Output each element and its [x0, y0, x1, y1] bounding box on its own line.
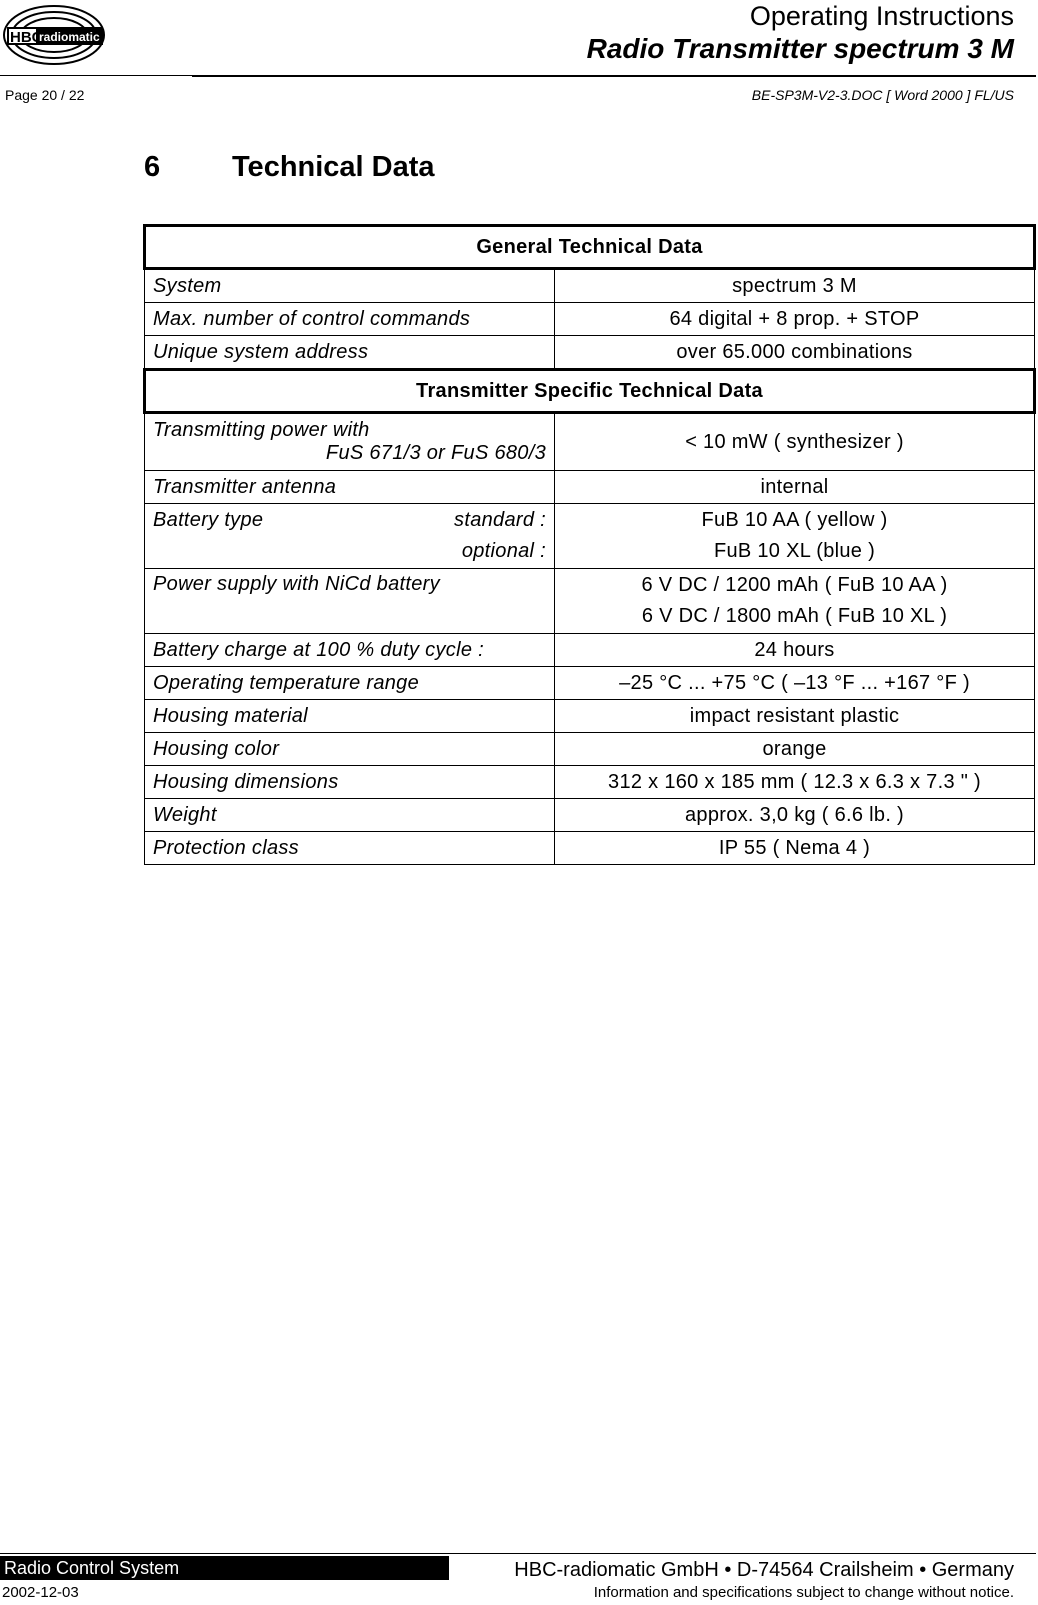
supply-label: Power supply with NiCd battery — [153, 573, 440, 595]
battery-standard-label: standard : — [454, 509, 546, 531]
row-label: Housing dimensions — [145, 766, 555, 799]
row-label: Housing material — [145, 700, 555, 733]
battery-label: Battery type — [153, 509, 264, 531]
footer-disclaimer: Information and specifications subject to change without notice. — [593, 1584, 1014, 1601]
battery-standard-value: FuB 10 AA ( yellow ) — [701, 509, 888, 531]
section-heading — [144, 151, 435, 184]
table-row — [145, 634, 1035, 667]
row-value — [555, 569, 1035, 634]
row-value: approx. 3,0 kg ( 6.6 lb. ) — [555, 799, 1035, 832]
row-label — [145, 413, 555, 471]
section-number: 6 — [144, 151, 161, 183]
table-row — [145, 766, 1035, 799]
row-label — [145, 569, 555, 634]
table-row — [145, 799, 1035, 832]
battery-standard-line — [153, 505, 546, 536]
header-subtitle: Radio Transmitter spectrum 3 M — [586, 33, 1014, 64]
page-number: Page 20 / 22 — [5, 87, 85, 103]
battery-optional-label: optional : — [461, 540, 546, 562]
table-row — [145, 832, 1035, 865]
row-value: –25 °C ... +75 °C ( –13 °F ... +167 °F ) — [555, 667, 1035, 700]
header-divider — [192, 75, 1036, 77]
table-row — [145, 413, 1035, 471]
power-label-line1: Transmitting power with — [153, 419, 370, 441]
row-value: orange — [555, 733, 1035, 766]
row-value: spectrum 3 M — [555, 269, 1035, 303]
footer-company: HBC-radiomatic GmbH • D-74564 Crailsheim • Germany — [514, 1559, 1014, 1581]
footer-divider — [0, 1553, 1036, 1554]
document-reference: BE-SP3M-V2-3.DOC [ Word 2000 ] FL/US — [751, 87, 1014, 103]
table-header-row — [145, 370, 1035, 413]
row-value: 312 x 160 x 185 mm ( 12.3 x 6.3 x 7.3 " ) — [555, 766, 1035, 799]
row-label: Max. number of control commands — [145, 303, 555, 336]
section-title: Technical Data — [232, 151, 435, 183]
row-value: < 10 mW ( synthesizer ) — [555, 413, 1035, 471]
table-row — [145, 336, 1035, 370]
row-label: Transmitter antenna — [145, 471, 555, 504]
row-label: Operating temperature range — [145, 667, 555, 700]
supply-value-2: 6 V DC / 1800 mAh ( FuB 10 XL ) — [641, 605, 948, 627]
technical-data-table — [143, 224, 1036, 865]
row-value: internal — [555, 471, 1035, 504]
table-row — [145, 303, 1035, 336]
header-divider-left — [0, 75, 192, 76]
table-row — [145, 569, 1035, 634]
supply-value-1: 6 V DC / 1200 mAh ( FuB 10 AA ) — [641, 574, 948, 596]
footer-date: 2002-12-03 — [2, 1584, 79, 1601]
row-value: impact resistant plastic — [555, 700, 1035, 733]
row-label — [145, 504, 555, 569]
footer-system-label: Radio Control System — [0, 1556, 449, 1580]
table-row — [145, 504, 1035, 569]
power-label-line2: FuS 671/3 or FuS 680/3 — [325, 442, 546, 464]
battery-optional-value: FuB 10 XL (blue ) — [713, 540, 876, 562]
row-value: 24 hours — [555, 634, 1035, 667]
table-row — [145, 700, 1035, 733]
svg-text:radiomatic: radiomatic — [39, 30, 100, 44]
row-value: IP 55 ( Nema 4 ) — [555, 832, 1035, 865]
row-value — [555, 504, 1035, 569]
row-value: over 65.000 combinations — [555, 336, 1035, 370]
row-label: Battery charge at 100 % duty cycle : — [145, 634, 555, 667]
table-header-row — [145, 226, 1035, 269]
row-label: Housing color — [145, 733, 555, 766]
hbc-radiomatic-logo — [2, 4, 106, 66]
table-row — [145, 269, 1035, 303]
table-row — [145, 471, 1035, 504]
row-label: System — [145, 269, 555, 303]
table-row — [145, 733, 1035, 766]
header-title: Operating Instructions — [749, 1, 1014, 31]
svg-text:HBC: HBC — [10, 29, 43, 46]
row-label: Weight — [145, 799, 555, 832]
row-label: Protection class — [145, 832, 555, 865]
row-label: Unique system address — [145, 336, 555, 370]
table-row — [145, 667, 1035, 700]
row-value: 64 digital + 8 prop. + STOP — [555, 303, 1035, 336]
general-data-heading: General Technical Data — [145, 226, 1035, 269]
transmitter-data-heading: Transmitter Specific Technical Data — [145, 370, 1035, 413]
